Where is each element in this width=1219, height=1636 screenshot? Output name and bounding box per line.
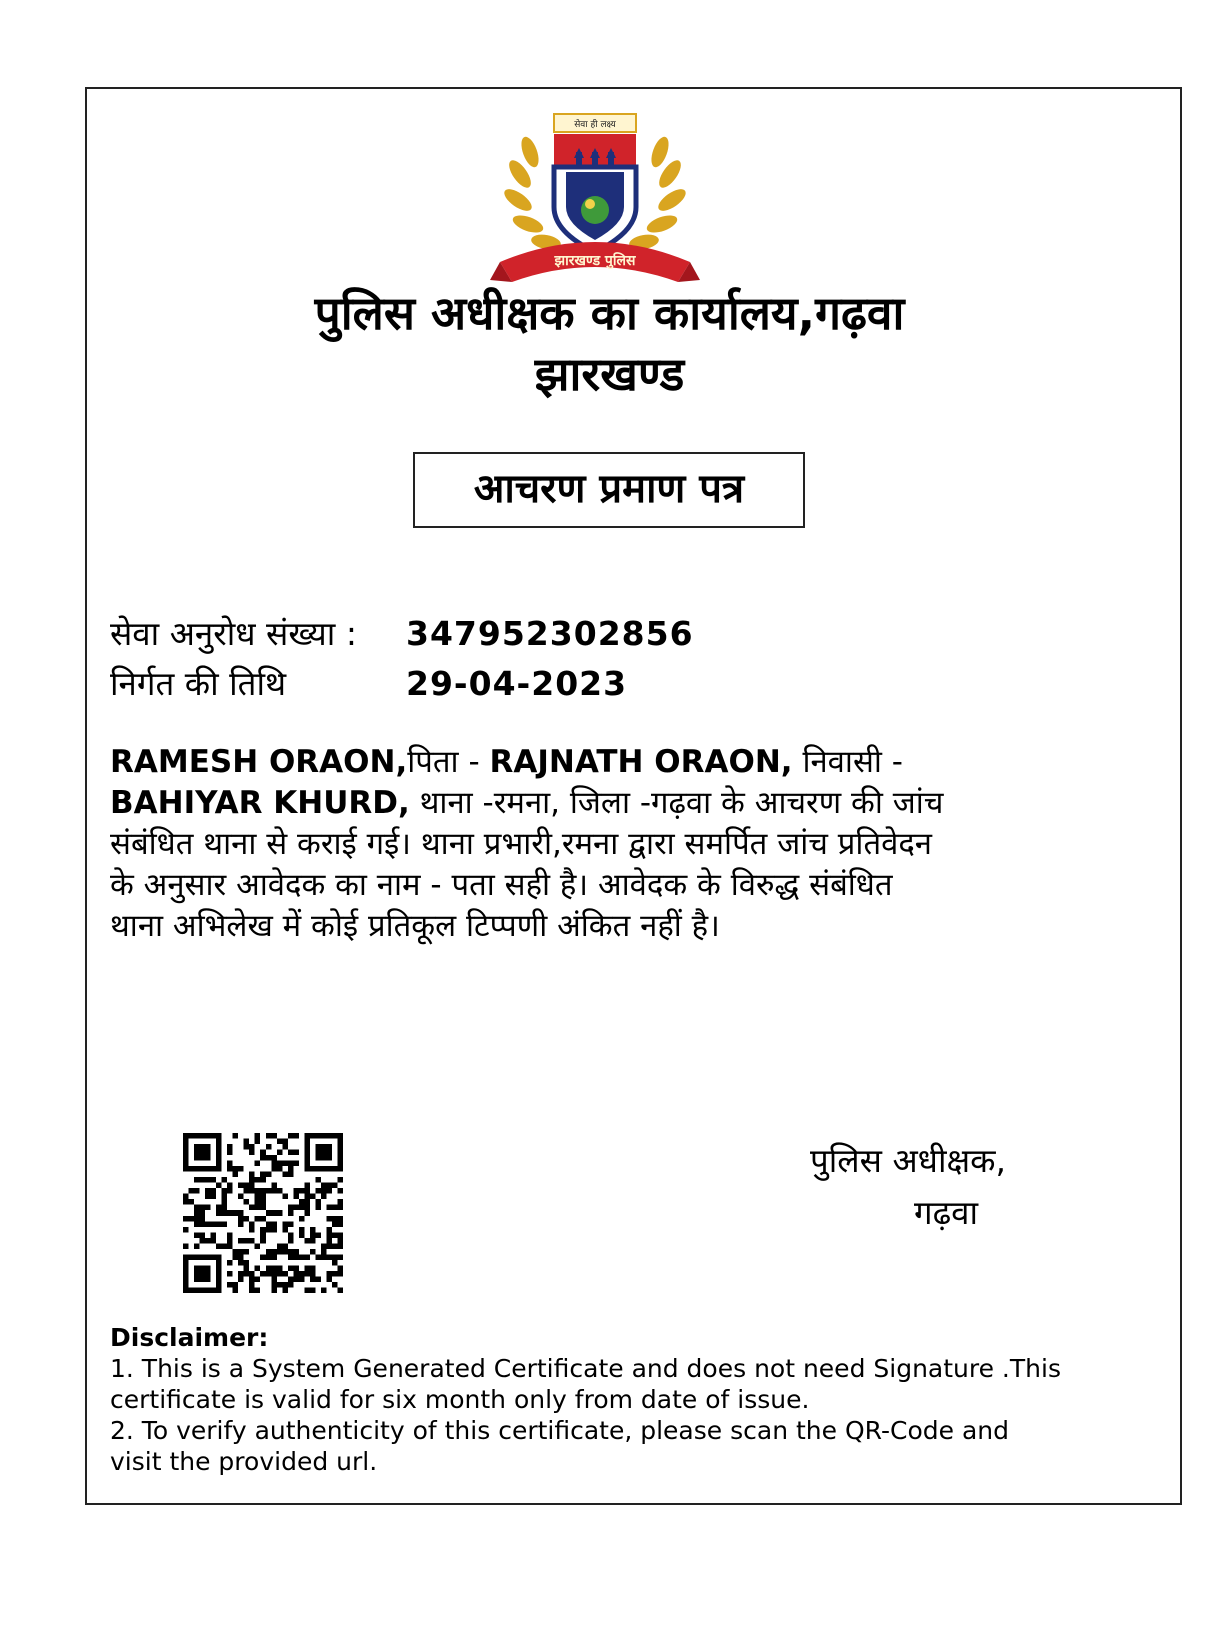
office-title: पुलिस अधीक्षक का कार्यालय,गढ़वा <box>314 286 905 340</box>
signatory-district: गढ़वा <box>914 1193 979 1232</box>
body-line-1: RAMESH ORAON,पिता - RAJNATH ORAON, निवासी - <box>110 744 903 780</box>
svg-text:झारखण्ड पुलिस: झारखण्ड पुलिस <box>554 253 636 269</box>
request-number-label: सेवा अनुरोध संख्या : <box>110 614 357 653</box>
issue-date-label: निर्गत की तिथि <box>110 664 287 703</box>
disclaimer-line: 1. This is a System Generated Certificate and does not need Signature .This <box>110 1354 1061 1383</box>
request-number-row <box>110 612 694 656</box>
disclaimer-block <box>110 1322 1150 1477</box>
body-line-5: थाना अभिलेख में कोई प्रतिकूल टिप्पणी अंकित नहीं है। <box>110 908 720 944</box>
disclaimer-heading: Disclaimer: <box>110 1323 269 1352</box>
signatory-block <box>810 1135 1006 1239</box>
svg-text:सेवा ही लक्ष्य: सेवा ही लक्ष्य <box>574 120 616 130</box>
village-name: BAHIYAR KHURD, <box>110 785 410 821</box>
issue-date-row <box>110 662 627 706</box>
body-line-4: के अनुसार आवेदक का नाम - पता सही है। आवेदक के विरुद्ध संबंधित <box>110 867 893 903</box>
police-emblem-logo <box>490 112 700 292</box>
disclaimer-line: visit the provided url. <box>110 1447 378 1476</box>
body-line-2: BAHIYAR KHURD, थाना -रमना, जिला -गढ़वा के आचरण की जांच <box>110 785 944 821</box>
disclaimer-line: certificate is valid for six month only from date of issue. <box>110 1385 810 1414</box>
certificate-body <box>110 742 1160 947</box>
request-number-value: 347952302856 <box>406 614 694 653</box>
disclaimer-line: 2. To verify authenticity of this certificate, please scan the QR-Code and <box>110 1416 1009 1445</box>
father-name: RAJNATH ORAON, <box>489 744 793 780</box>
certificate-title: आचरण प्रमाण पत्र <box>413 452 805 528</box>
office-state: झारखण्ड <box>534 347 685 401</box>
applicant-name: RAMESH ORAON, <box>110 744 408 780</box>
verification-qr-code[interactable] <box>183 1133 343 1293</box>
signatory-title: पुलिस अधीक्षक, <box>810 1141 1007 1180</box>
issue-date-value: 29-04-2023 <box>406 664 628 703</box>
body-line-3: संबंधित थाना से कराई गई। थाना प्रभारी,रमना द्वारा समर्पित जांच प्रतिवेदन <box>110 826 933 862</box>
